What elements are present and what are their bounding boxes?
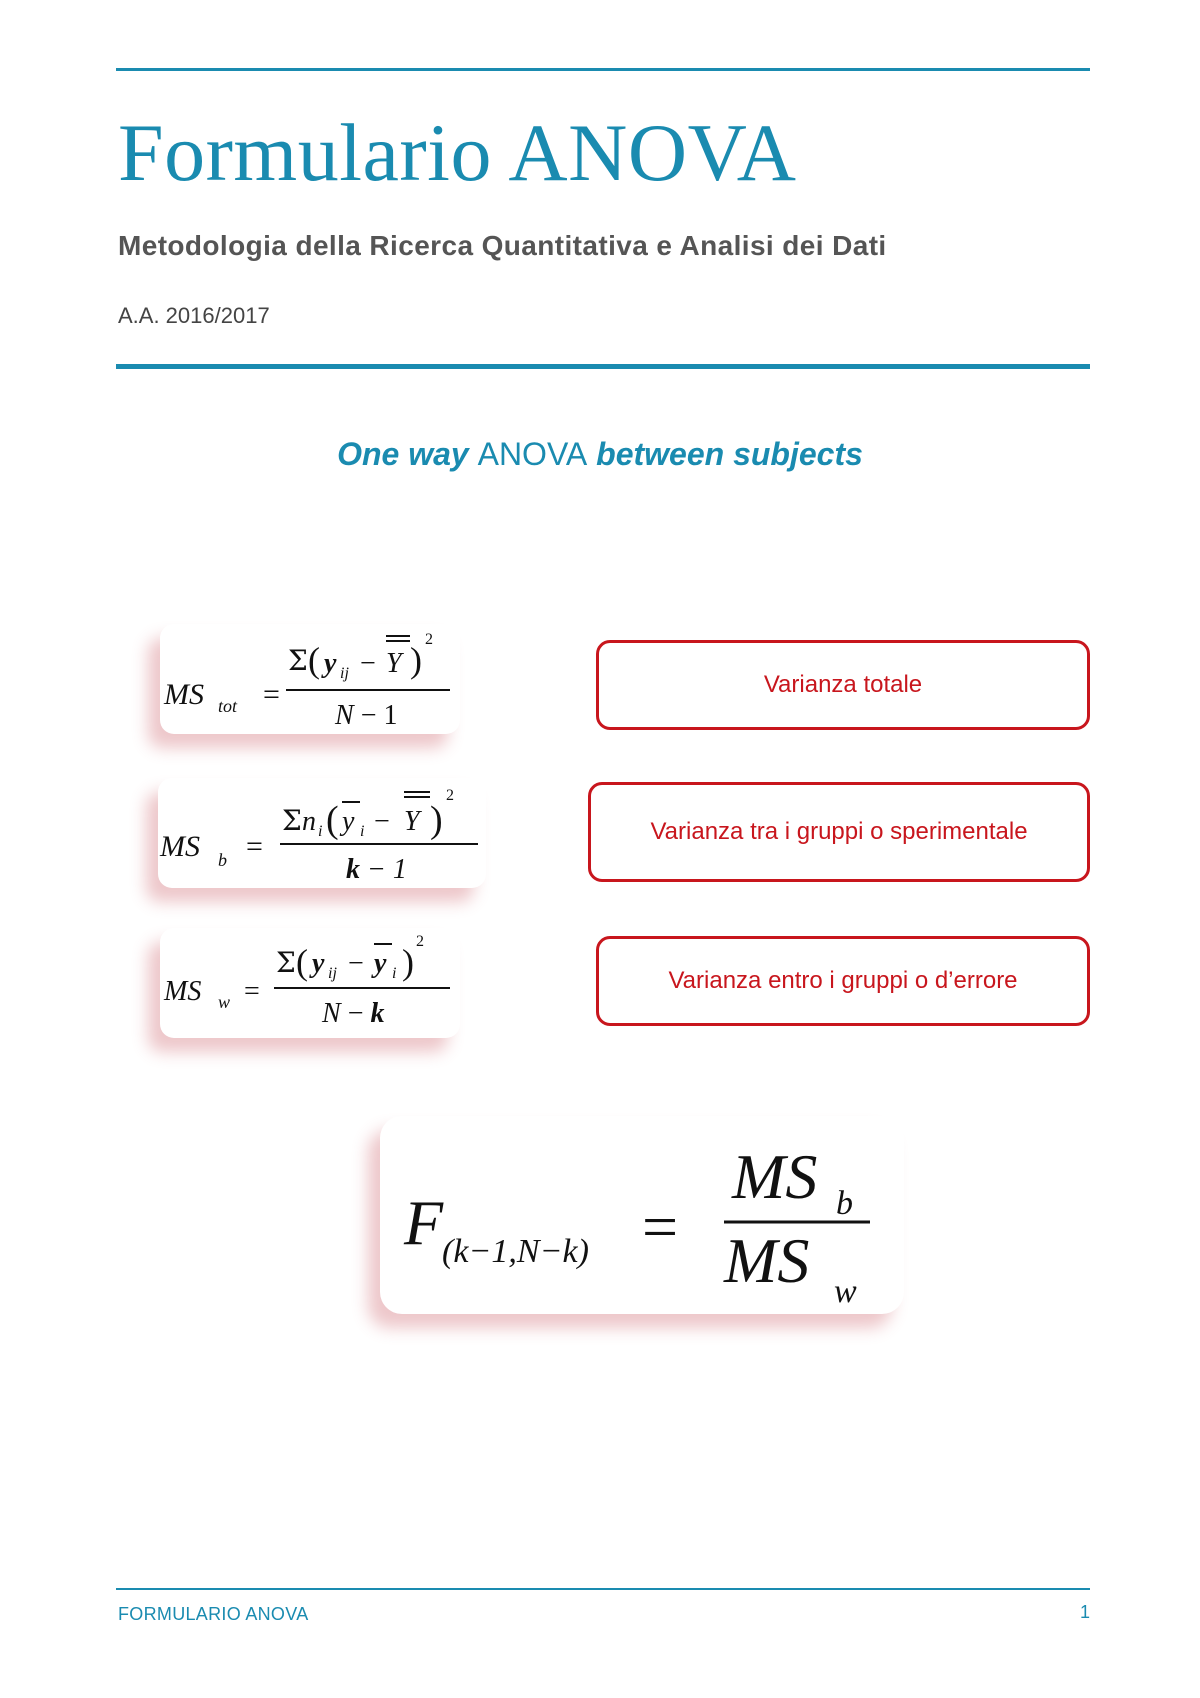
document-subtitle: Metodologia della Ricerca Quantitativa e Analisi dei Dati: [118, 230, 887, 261]
ms-w-lhs-sub: w: [218, 992, 231, 1012]
ms-w-sigma: Σ: [276, 946, 296, 979]
formula-ms-b: [158, 778, 486, 888]
ms-b-lparen: (: [326, 799, 339, 841]
label-varianza-entro-gruppi: Varianza entro i gruppi o d’errore: [596, 936, 1090, 1026]
ms-b-ygrand: Y: [404, 806, 420, 837]
section-heading-part2: ANOVA: [477, 436, 588, 472]
ms-tot-lhs: MS: [164, 678, 204, 711]
formula-ms-tot: [160, 624, 460, 734]
f-lhs-sub: (k−1,N−k): [442, 1233, 589, 1270]
ms-w-i: i: [392, 965, 397, 982]
footer-rule: [116, 1588, 1090, 1590]
ms-w-denominator: N − k: [322, 998, 385, 1029]
academic-year: A.A. 2016/2017: [118, 303, 270, 328]
section-heading-part1: One way: [337, 436, 469, 472]
ms-b-denominator: k − 1: [346, 854, 407, 885]
f-equals: =: [642, 1191, 679, 1262]
ms-b-minus: −: [374, 806, 390, 837]
section-heading: [0, 436, 1200, 473]
ms-w-exp: 2: [416, 933, 424, 950]
ms-w-equals: =: [244, 976, 260, 1007]
f-denominator-sub: w: [834, 1273, 857, 1310]
label-varianza-tra-gruppi: Varianza tra i gruppi o sperimentale: [588, 782, 1090, 882]
ms-w-lhs: MS: [164, 976, 202, 1007]
ms-w-lparen: (: [296, 942, 308, 982]
f-lhs: F: [404, 1187, 444, 1258]
f-denominator-ms: MS: [724, 1225, 810, 1296]
ms-b-rparen: ): [430, 799, 443, 841]
footer-title: FORMULARIO ANOVA: [118, 1604, 309, 1624]
ms-tot-lhs-sub: tot: [218, 696, 238, 716]
ms-b-equals: =: [246, 830, 263, 863]
formula-f-ratio: [380, 1116, 904, 1314]
top-rule: [116, 68, 1090, 71]
ms-tot-sigma: Σ: [288, 644, 308, 677]
ms-b-i: i: [360, 823, 365, 840]
ms-tot-denominator: N − 1: [335, 700, 398, 731]
ms-tot-ij: ij: [340, 665, 349, 682]
ms-tot-ybar: Y: [386, 648, 402, 679]
page-number: 1: [1079, 1602, 1090, 1622]
ms-b-n: n: [302, 806, 316, 837]
ms-b-exp: 2: [446, 787, 454, 804]
header-rule: [116, 364, 1090, 369]
ms-w-rparen: ): [402, 942, 414, 982]
ms-tot-lparen: (: [308, 640, 320, 680]
ms-w-ij: ij: [328, 965, 337, 982]
label-varianza-totale: Varianza totale: [596, 640, 1090, 730]
f-numerator-ms: MS: [732, 1141, 818, 1212]
ms-b-n-sub: i: [318, 823, 323, 840]
section-heading-part3: between subjects: [596, 436, 863, 472]
formula-ms-w: [160, 928, 460, 1038]
ms-b-ybar: y: [342, 806, 355, 837]
document-title: Formulario ANOVA: [118, 107, 797, 198]
ms-w-y: y: [312, 948, 325, 979]
ms-tot-minus: −: [360, 648, 376, 679]
ms-b-lhs: MS: [160, 830, 200, 863]
ms-b-lhs-sub: b: [218, 850, 227, 870]
f-numerator-sub: b: [836, 1185, 853, 1222]
ms-tot-y: y: [324, 648, 337, 679]
ms-tot-rparen: ): [410, 640, 422, 680]
ms-tot-equals: =: [263, 678, 280, 711]
ms-tot-exp: 2: [425, 631, 433, 648]
ms-w-minus: −: [348, 948, 364, 979]
ms-w-ybar: y: [374, 948, 387, 979]
ms-b-sigma: Σ: [282, 804, 302, 837]
